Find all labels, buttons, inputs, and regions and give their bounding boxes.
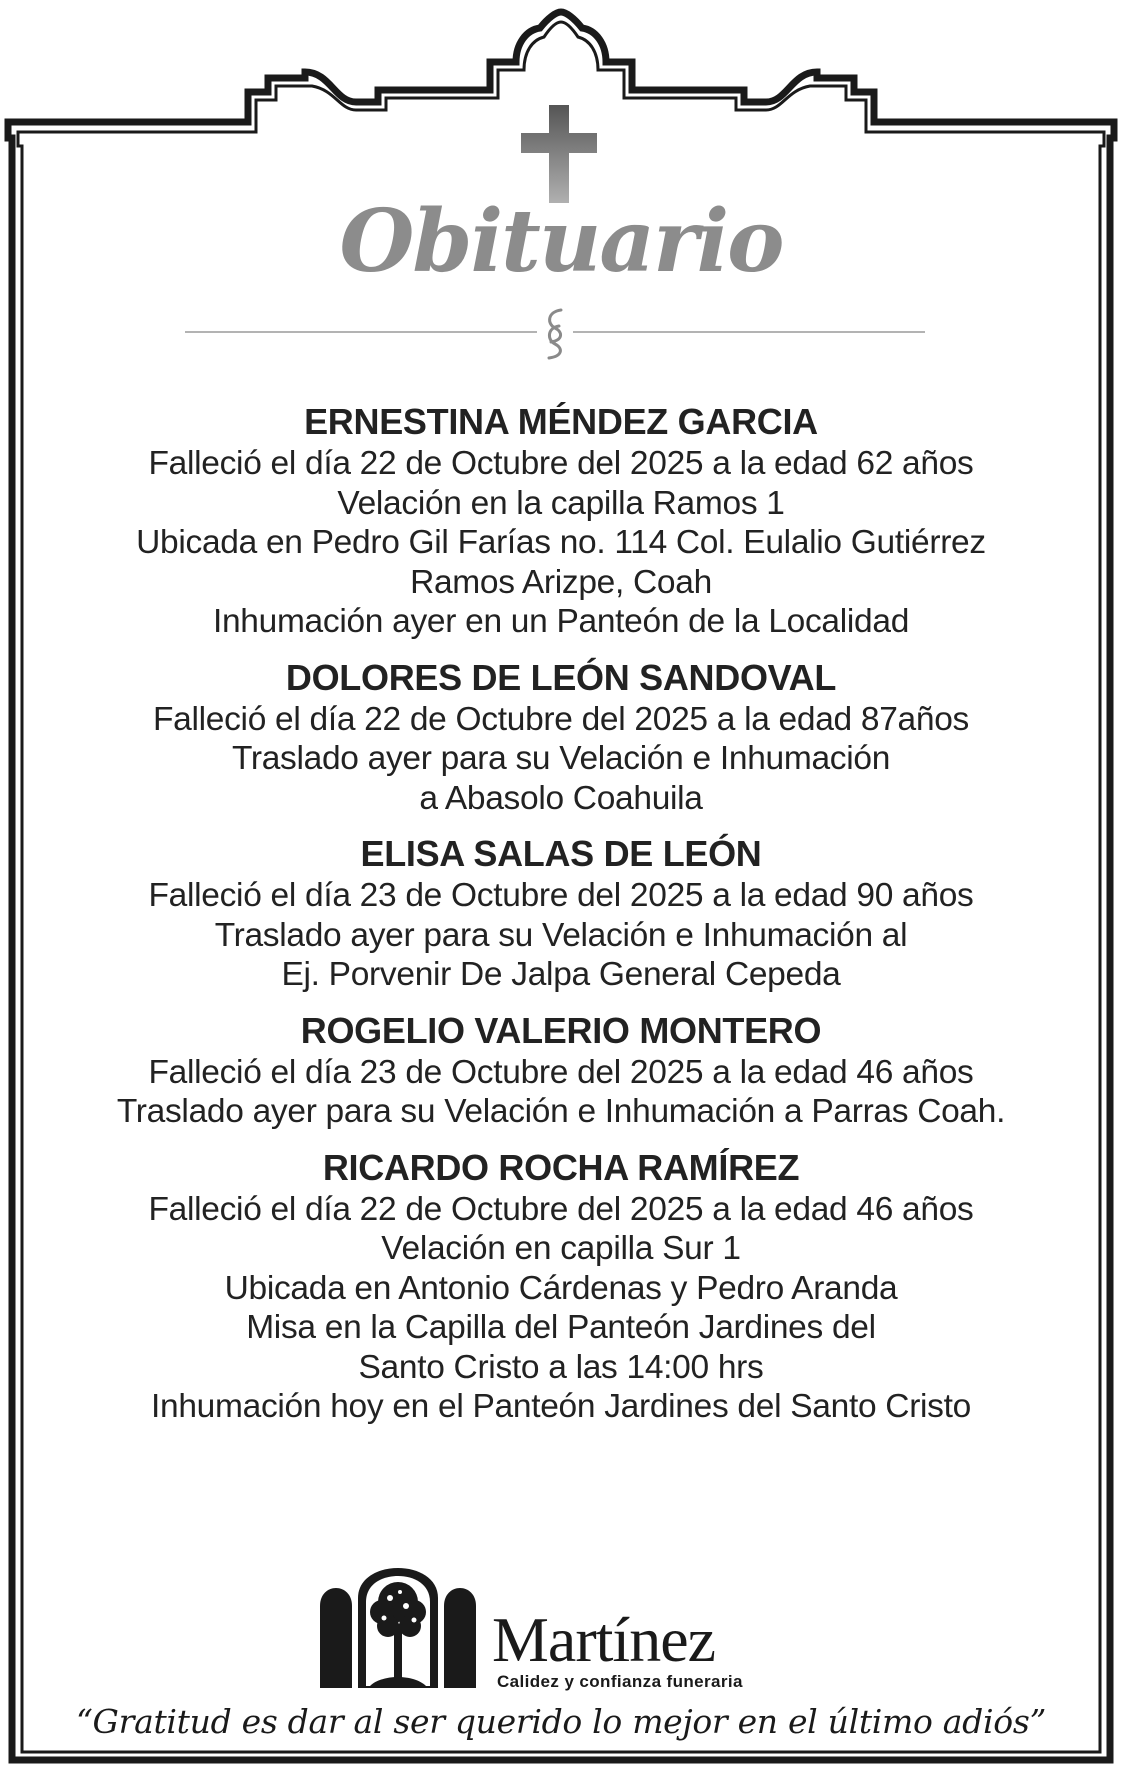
deceased-name: DOLORES DE LEÓN SANDOVAL xyxy=(285,656,837,698)
title-divider xyxy=(185,306,925,362)
entry-detail-line: Misa en la Capilla del Panteón Jardines del xyxy=(246,1309,876,1346)
entry-detail-line: Traslado ayer para su Velación e Inhumación a Parras Coah. xyxy=(116,1093,1006,1130)
brand-tagline: Calidez y confianza funeraria xyxy=(497,1672,743,1691)
page-title: Obituario xyxy=(339,191,783,292)
entry-detail-line: Ramos Arizpe, Coah xyxy=(410,563,712,601)
entry-detail-line: Falleció el día 22 de Octubre del 2025 a la edad 46 años xyxy=(148,1190,974,1228)
entry-detail-line: Inhumación ayer en un Panteón de la Localidad xyxy=(212,603,910,640)
obituary-entry xyxy=(40,1011,1082,1132)
entry-detail-line: a Abasolo Coahuila xyxy=(419,779,703,817)
deceased-name: ROGELIO VALERIO MONTERO xyxy=(300,1009,822,1051)
entry-detail-line: Falleció el día 23 de Octubre del 2025 a la edad 46 años xyxy=(148,1053,974,1091)
entry-detail-line: Velación en la capilla Ramos 1 xyxy=(337,484,785,522)
cross-icon xyxy=(521,105,597,203)
entry-detail-line: Ubicada en Pedro Gil Farías no. 114 Col. Eulalio Gutiérrez xyxy=(136,524,986,561)
obituary-entry xyxy=(40,402,1082,642)
entry-detail-line: Ej. Porvenir De Jalpa General Cepeda xyxy=(281,956,841,993)
obituary-entry xyxy=(40,658,1082,819)
footer-quote: “Gratitud es dar al ser querido lo mejor en el último adiós” xyxy=(75,1702,1047,1741)
deceased-name: ERNESTINA MÉNDEZ GARCIA xyxy=(304,401,818,442)
entry-detail-line: Ubicada en Antonio Cárdenas y Pedro Aranda xyxy=(224,1269,898,1307)
entry-detail-line: Inhumación hoy en el Panteón Jardines del Santo Cristo xyxy=(151,1388,971,1425)
chapel-arches-tree-icon xyxy=(318,1568,478,1688)
entry-detail-line: Traslado ayer para su Velación e Inhumación xyxy=(231,740,891,777)
entry-detail-line: Velación en capilla Sur 1 xyxy=(381,1230,741,1267)
entry-detail-line: Traslado ayer para su Velación e Inhumación al xyxy=(214,916,908,954)
brand-name: Martínez xyxy=(492,1604,715,1675)
entry-detail-line: Falleció el día 23 de Octubre del 2025 a la edad 90 años xyxy=(148,877,974,914)
obituary-entry xyxy=(40,834,1082,995)
entry-detail-line: Falleció el día 22 de Octubre del 2025 a la edad 87años xyxy=(152,700,969,738)
obituary-entry xyxy=(40,1148,1082,1427)
entry-detail-line: Santo Cristo a las 14:00 hrs xyxy=(358,1348,764,1386)
deceased-name: ELISA SALAS DE LEÓN xyxy=(360,833,762,874)
section-ornament-icon xyxy=(549,310,561,358)
obituary-list xyxy=(40,402,1082,1443)
entry-detail-line: Falleció el día 22 de Octubre del 2025 a la edad 62 años xyxy=(148,445,974,482)
deceased-name: RICARDO ROCHA RAMÍREZ xyxy=(322,1146,800,1188)
